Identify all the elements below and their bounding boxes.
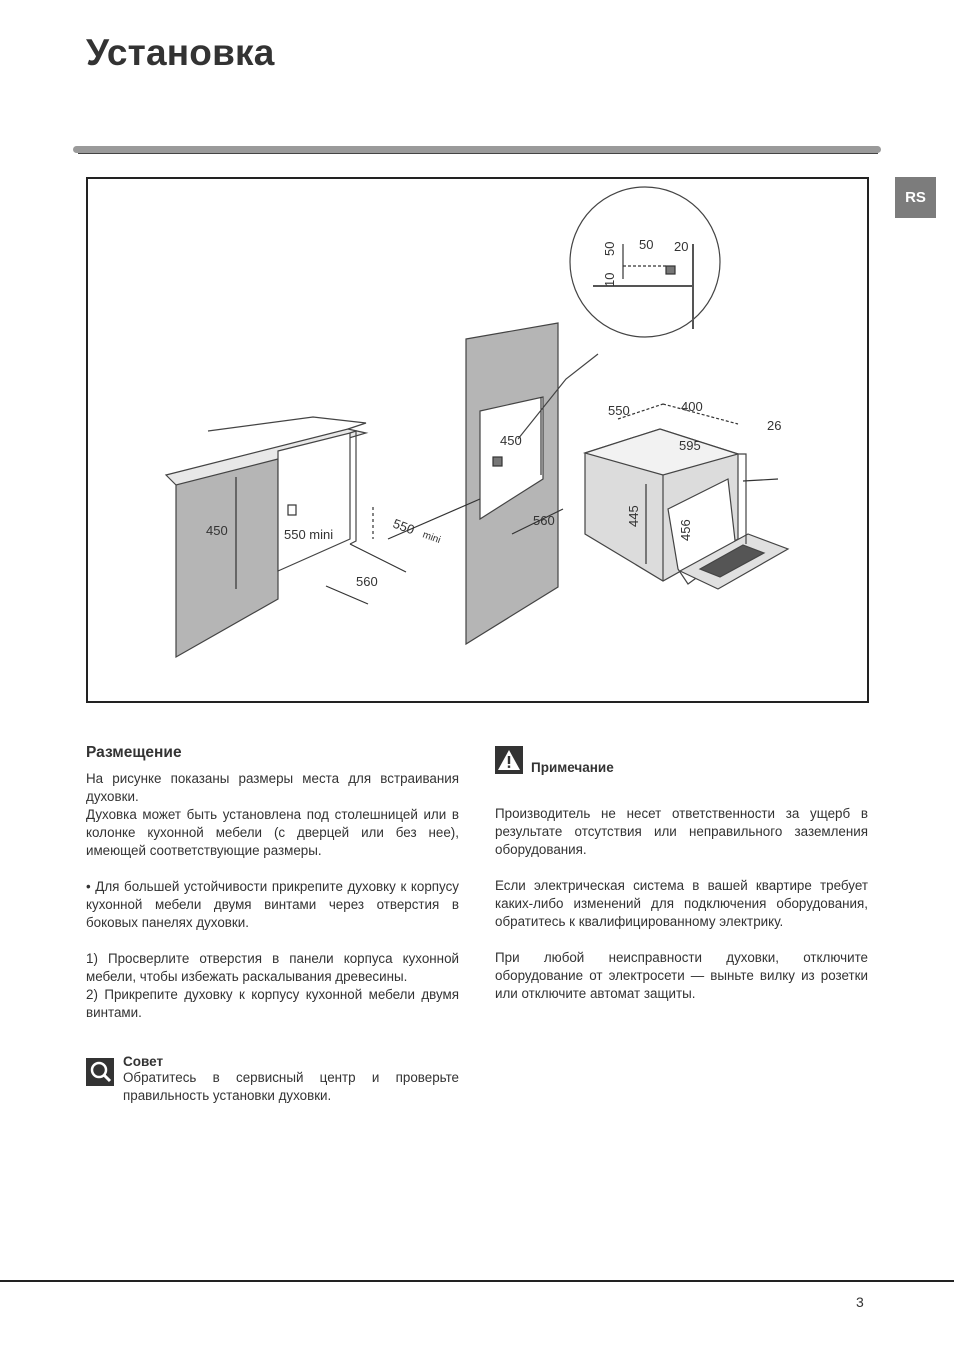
label-zoom-50h: 50 [639, 237, 654, 252]
note-header [495, 746, 868, 776]
label-col-450: 450 [500, 433, 522, 448]
label-col-560: 560 [533, 513, 555, 528]
column-drawing [388, 323, 598, 644]
label-oven-595: 595 [679, 438, 701, 453]
header-divider [73, 146, 881, 153]
note-paragraph-2: Если электрическая система в вашей квартире требует каких-либо изменений для подключения оборудования, обратитесь к квалифицированному электрику. [495, 878, 868, 929]
page-number: 3 [856, 1294, 864, 1310]
warning-icon [495, 746, 523, 774]
placement-title: Размещение [86, 744, 182, 761]
installation-diagram-svg [88, 179, 867, 701]
tip-text: Обратитесь в сервисный центр и проверьте правильность установки духовки. [123, 1070, 459, 1103]
label-cab-560: 560 [356, 574, 378, 589]
note-title: Примечание [531, 760, 614, 775]
label-oven-550: 550 [608, 403, 630, 418]
tip-title: Совет [123, 1054, 164, 1069]
label-zoom-50v: 50 [602, 241, 617, 256]
page-title: Установка [86, 32, 275, 73]
label-cab-450: 450 [206, 523, 228, 538]
placement-paragraph-4: 1) Просверлите отверстия в панели корпуса кухонной мебели, чтобы избежать раскалывания древесины. [86, 951, 459, 984]
tip-block [86, 1054, 459, 1105]
footer-divider [0, 1280, 954, 1282]
placement-paragraph-3: • Для большей устойчивости прикрепите духовку к корпусу кухонной мебели двумя винтами через отверстия в боковых панелях духовки. [86, 879, 459, 930]
label-zoom-10: 10 [602, 272, 617, 287]
placement-section [86, 744, 459, 1022]
zoom-detail [570, 187, 720, 337]
placement-paragraph-5: 2) Прикрепите духовку к корпусу кухонной мебели двумя винтами. [86, 987, 459, 1020]
label-oven-456: 456 [678, 519, 693, 541]
label-col-550: 550 [390, 515, 417, 538]
label-cab-550: 550 mini [284, 527, 334, 542]
label-oven-445: 445 [626, 505, 641, 527]
label-zoom-20: 20 [674, 239, 689, 254]
language-tab[interactable]: RS [895, 177, 936, 218]
oven-drawing [585, 404, 788, 589]
note-paragraph-1: Производитель не несет ответственности за ущерб в результате отсутствия или неправильного заземления оборудования. [495, 806, 868, 857]
note-paragraph-3: При любой неисправности духовки, отключите оборудование от электросети — выньте вилку из розетки или отключите автомат защиты. [495, 950, 868, 1001]
placement-paragraph-2: Духовка может быть установлена под столешницей или в колонке кухонной мебели (с дверцей или без нее), имеющей соответствующие размеры. [86, 807, 459, 858]
placement-paragraph-1: На рисунке показаны размеры места для встраивания духовки. [86, 771, 459, 804]
header-divider-line [78, 153, 878, 154]
installation-diagram [86, 177, 869, 703]
magnifier-icon [86, 1058, 114, 1086]
label-col-mini: mini [420, 529, 442, 547]
note-section [495, 805, 868, 1003]
label-oven-400: 400 [681, 399, 703, 414]
label-oven-26: 26 [767, 418, 782, 433]
